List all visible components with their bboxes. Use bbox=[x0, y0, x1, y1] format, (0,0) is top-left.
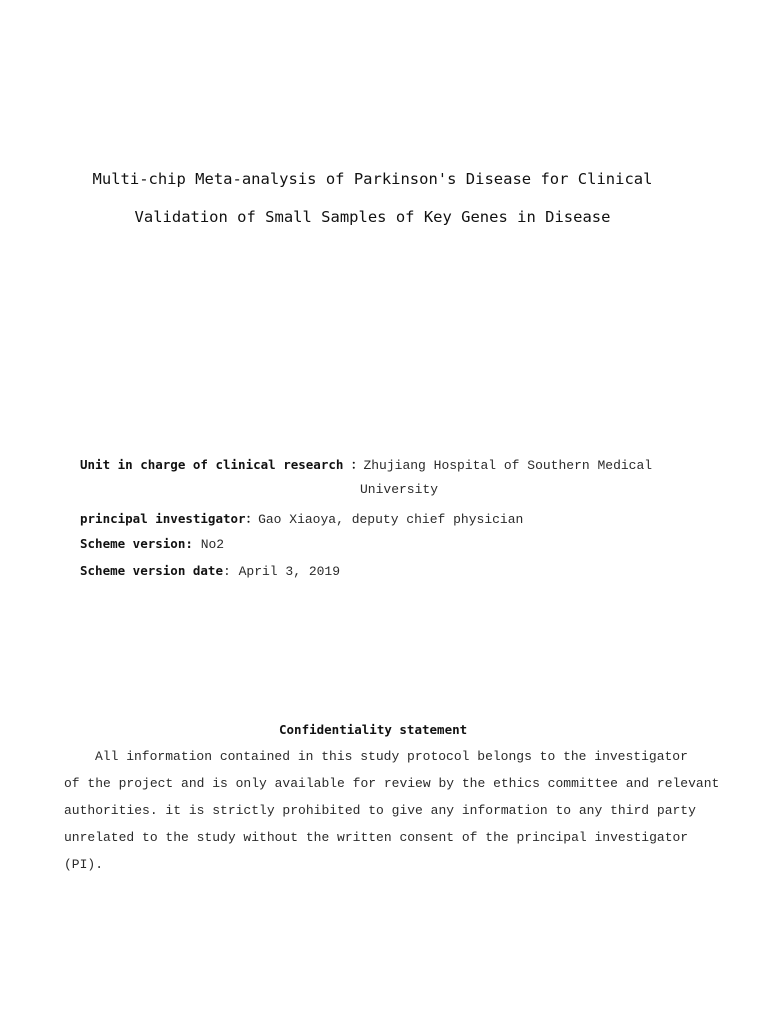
principal-investigator-value: Gao Xiaoya, deputy chief physician bbox=[258, 512, 524, 527]
confidentiality-text-line-2: of the project and is only available for review by the ethics committee and relevant bbox=[64, 776, 720, 791]
title-line-1: Multi-chip Meta-analysis of Parkinson's Disease for Clinical bbox=[92, 170, 653, 188]
scheme-version-date-row bbox=[80, 563, 340, 579]
confidentiality-text-line-3: authorities. it is strictly prohibited to give any information to any third party bbox=[64, 803, 696, 818]
scheme-version-date-label: Scheme version date bbox=[80, 563, 223, 578]
unit-in-charge-label: Unit in charge of clinical research ： bbox=[80, 457, 364, 472]
unit-in-charge-row bbox=[80, 455, 652, 473]
confidentiality-text-line-5: (PI). bbox=[64, 857, 104, 872]
confidentiality-heading: Confidentiality statement bbox=[279, 722, 468, 737]
title-line-2: Validation of Small Samples of Key Genes in Disease bbox=[134, 208, 611, 226]
unit-in-charge-value: Zhujiang Hospital of Southern Medical bbox=[363, 458, 653, 473]
scheme-version-value: No2 bbox=[192, 537, 225, 552]
scheme-version-label: Scheme version: bbox=[80, 536, 193, 551]
scheme-version-row bbox=[80, 536, 224, 552]
confidentiality-text-line-1: All information contained in this study protocol belongs to the investigator bbox=[95, 749, 688, 764]
confidentiality-text-line-4: unrelated to the study without the written consent of the principal investigator bbox=[64, 830, 689, 845]
principal-investigator-row bbox=[80, 509, 523, 527]
unit-in-charge-value-continued: University bbox=[360, 482, 439, 497]
principal-investigator-label: principal investigator： bbox=[80, 511, 259, 526]
scheme-version-date-value: : April 3, 2019 bbox=[223, 564, 341, 579]
